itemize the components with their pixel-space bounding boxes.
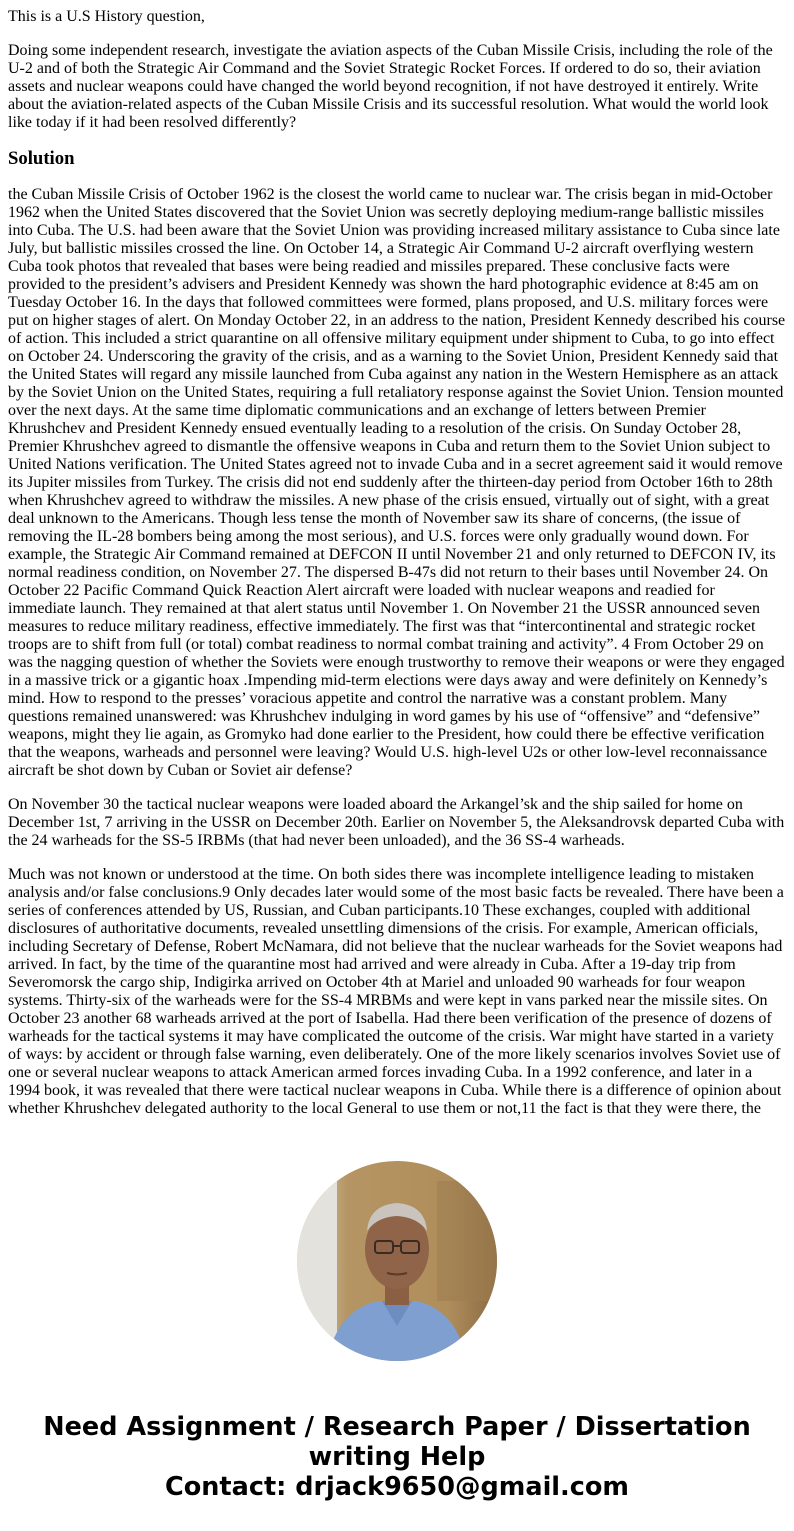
solution-paragraph-1: the Cuban Missile Crisis of October 1962 is the closest the world came to nuclear war. The crisis began in mid-October 1962 when the United States discovered that the Soviet Union was secretly deploying medium-range ballistic missiles into Cuba. The U.S. had been aware that the Soviet Union was providing increased military assistance to Cuba since late July, but ballistic missiles crossed the line. On October 14, a Strategic Air Command U-2 aircraft overflying western Cuba took photos that revealed that bases were being readied and missiles prepared. These conclusive facts were provided to the president’s advisers and President Kennedy was shown the hard photographic evidence at 8:45 am on Tuesday October 16. In the days that followed committees were formed, plans proposed, and U.S. military forces were put on higher stages of alert. On Monday October 22, in an address to the nation, President Kennedy described his course of action. This included a strict quarantine on all offensive military equipment under shipment to Cuba, to go into effect on October 24. Underscoring the gravity of the crisis, and as a warning to the Soviet Union, President Kennedy said that the United States will regard any missile launched from Cuba against any nation in the Western Hemisphere as an attack by the Soviet Union on the United States, requiring a full retaliatory response against the Soviet Union. Tension mounted over the next days. At the same time diplomatic communications and an exchange of letters between Premier Khrushchev and President Kennedy ensued eventually leading to a resolution of the crisis. On Sunday October 28, Premier Khrushchev agreed to dismantle the offensive weapons in Cuba and return them to the Soviet Union subject to United Nations verification. The United States agreed not to invade Cuba and in a secret agreement said it would remove its Jupiter missiles from Turkey. The crisis did not end suddenly after the thirteen-day period from October 16th to 28th when Khrushchev agreed to withdraw the missiles. A new phase of the crisis ensued, virtually out of sight, with a great deal unknown to the Americans. Though less tense the month of November saw its share of concerns, (the issue of removing the IL-28 bombers being among the most serious), and U.S. forces were only gradually wound down. For example, the Strategic Air Command remained at DEFCON II until November 21 and only returned to DEFCON IV, its normal readiness condition, on November 27. The dispersed B-47s did not return to their bases until November 24. On October 22 Pacific Command Quick Reaction Alert aircraft were loaded with nuclear weapons and readied for immediate launch. They remained at that alert status until November 1. On November 21 the USSR announced seven measures to reduce military readiness, effective immediately. The first was that “intercontinental and strategic rocket troops are to shift from full (or total) combat readiness to normal combat training and activity”. 4 From October 29 on was the nagging question of whether the Soviets were enough trustworthy to remove their weapons or were they engaged in a massive trick or a gigantic hoax .Impending mid-term elections were days away and were definitely on Kennedy’s mind. How to respond to the presses’ voracious appetite and control the narrative was a constant problem. Many questions remained unanswered: was Khrushchev indulging in word games by his use of “offensive” and “defensive” weapons, might they lie again, as Gromyko had done earlier to the President, how could there be effective verification that the weapons, warheads and personnel were leaving? Would U.S. high-level U2s or other low-level reconnaissance aircraft be shot down by Cuban or Soviet air defense?	[8, 186, 786, 779]
author-avatar	[297, 1161, 497, 1361]
solution-paragraph-2: On November 30 the tactical nuclear weapons were loaded aboard the Arkangel’sk and the ship sailed for home on December 1st, 7 arriving in the USSR on December 20th. Earlier on November 5, the Aleksandrovsk departed Cuba with the 24 warheads for the SS-5 IRBMs (that had never been unloaded), and the 36 SS-4 warheads.	[8, 796, 785, 849]
promo-banner	[0, 1412, 794, 1502]
question-intro: This is a U.S History question,	[8, 8, 205, 25]
solution-paragraph-3: Much was not known or understood at the time. On both sides there was incomplete intelligence leading to mistaken analysis and/or false conclusions.9 Only decades later would some of the most basic facts be revealed. There have been a series of conferences attended by US, Russian, and Cuban participants.10 These exchanges, coupled with additional disclosures of authoritative documents, revealed unsettling dimensions of the crisis. For example, American officials, including Secretary of Defense, Robert McNamara, did not believe that the nuclear warheads for the Soviet weapons had arrived. In fact, by the time of the quarantine most had arrived and were already in Cuba. After a 19-day trip from Severomorsk the cargo ship, Indigirka arrived on October 4th at Mariel and unloaded 90 warheads for four weapon systems. Thirty-six of the warheads were for the SS-4 MRBMs and were kept in vans parked near the missile sites. On October 23 another 68 warheads arrived at the port of Isabella. Had there been verification of the presence of dozens of warheads for the tactical systems it may have complicated the outcome of the crisis. War might have started in a variety of ways: by accident or through false warning, even deliberately. One of the more likely scenarios involves Soviet use of one or several nuclear weapons to attack American armed forces invading Cuba. In a 1992 conference, and later in a 1994 book, it was revealed that there were tactical nuclear weapons in Cuba. While there is a difference of opinion about whether Khrushchev delegated authority to the local General to use them or not,11 the fact is that they were there, the	[8, 866, 784, 1117]
promo-contact: Contact: drjack9650@gmail.com	[165, 1472, 629, 1502]
promo-line-1: Need Assignment / Research Paper / Dissertation writing Help	[43, 1412, 751, 1472]
author-portrait-icon	[297, 1161, 497, 1361]
question-body: Doing some independent research, investigate the aviation aspects of the Cuban Missile Crisis, including the role of the U-2 and of both the Strategic Air Command and the Soviet Strategic Rocket Forces. If ordered to do so, their aviation assets and nuclear weapons could have changed the world beyond recognition, if not have destroyed it entirely. Write about the aviation-related aspects of the Cuban Missile Crisis and its successful resolution. What would the world look like today if it had been resolved differently?	[8, 42, 773, 131]
solution-heading: Solution	[8, 148, 75, 169]
document-body	[0, 8, 794, 1118]
